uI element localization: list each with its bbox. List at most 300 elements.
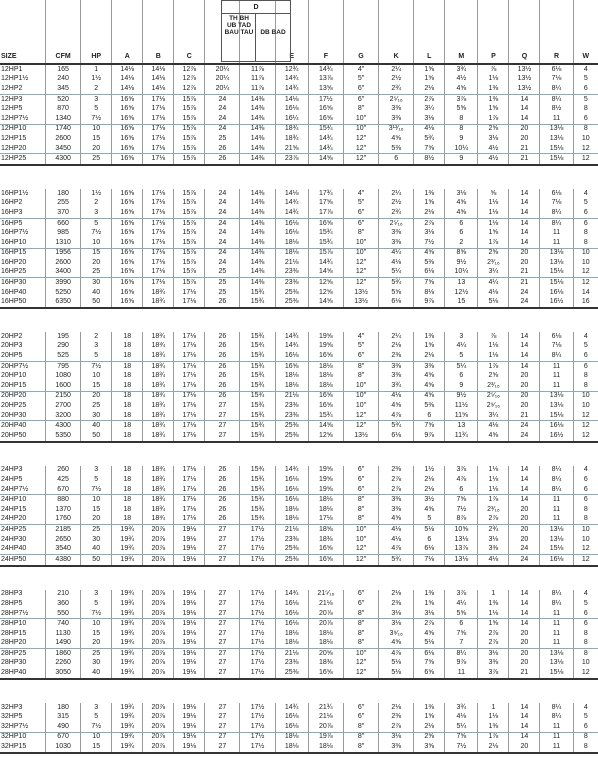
- table-cell: 16⅝: [112, 218, 143, 228]
- table-cell: 14⅜: [240, 144, 275, 154]
- table-cell: 17½: [240, 732, 275, 742]
- table-cell: 15¾: [240, 495, 275, 505]
- table-cell: 20: [509, 515, 540, 525]
- table-cell: 11⅞: [240, 84, 275, 94]
- table-cell: 8: [573, 238, 598, 248]
- table-cell: 16⅝: [308, 351, 343, 361]
- table-cell: 10: [573, 248, 598, 258]
- table-row: [0, 144, 598, 154]
- table-cell: 11: [540, 609, 573, 619]
- table-cell: 14: [509, 114, 540, 124]
- table-cell: 3⅛: [379, 609, 414, 619]
- table-cell: 6: [573, 619, 598, 629]
- table-cell: 12HP7½: [0, 114, 46, 124]
- table-cell: 1⅞: [478, 732, 509, 742]
- table-row: [0, 619, 598, 629]
- table-cell: 3¼: [478, 268, 509, 278]
- table-cell: 20⅞: [143, 590, 174, 600]
- table-cell: 16⅝: [112, 94, 143, 104]
- table-cell: 21⅛: [275, 649, 308, 659]
- table-cell: 25⅜: [275, 668, 308, 679]
- table-cell: 8¼: [540, 590, 573, 600]
- table-cell: 3⅜: [379, 228, 414, 238]
- table-cell: 12⅝: [308, 288, 343, 298]
- table-cell: 25⅜: [275, 297, 308, 308]
- table-cell: 12: [573, 544, 598, 554]
- table-cell: 15: [81, 629, 112, 639]
- table-cell: 5⅛: [414, 525, 445, 535]
- table-cell: 19⅛: [174, 599, 205, 609]
- column-header-cfm: CFM: [46, 0, 81, 64]
- table-cell: 13⅛: [540, 124, 573, 134]
- table-cell: 20⅞: [143, 649, 174, 659]
- table-cell: 2⁵⁄₁₆: [379, 94, 414, 104]
- table-cell: 8: [573, 381, 598, 391]
- table-cell: 8¼: [540, 466, 573, 476]
- table-cell: 4¼: [379, 248, 414, 258]
- table-cell: 16⅛: [540, 554, 573, 565]
- table-cell: 1½: [81, 75, 112, 85]
- table-cell: 12¾: [275, 64, 308, 75]
- table-cell: 24: [205, 104, 240, 114]
- table-row: [0, 104, 598, 114]
- table-cell: 195: [46, 332, 81, 342]
- table-cell: 1⅝: [478, 104, 509, 114]
- table-cell: 23⅜: [275, 268, 308, 278]
- table-cell: 5: [573, 75, 598, 85]
- column-header-q: Q: [509, 0, 540, 64]
- table-cell: 1⅜: [414, 189, 445, 199]
- table-cell: 17½: [240, 659, 275, 669]
- d-subheader-1: TH BH UB TAD BAU TAU: [224, 15, 254, 36]
- table-cell: 12⅞: [174, 75, 205, 85]
- table-cell: 17⅛: [143, 199, 174, 209]
- table-cell: 16⅛: [275, 228, 308, 238]
- table-cell: 5⅝: [379, 288, 414, 298]
- table-cell: 9⅞: [414, 431, 445, 442]
- table-cell: 4⅞: [445, 475, 478, 485]
- table-cell: 17⅛: [174, 288, 205, 298]
- table-cell: 4½: [478, 144, 509, 154]
- table-cell: 12⅝: [308, 278, 343, 288]
- table-cell: 2: [81, 332, 112, 342]
- table-cell: 4¼: [445, 599, 478, 609]
- table-cell: 17⅛: [308, 515, 343, 525]
- table-cell: 4⅛: [414, 124, 445, 134]
- table-cell: 6: [573, 722, 598, 732]
- table-cell: 20: [509, 258, 540, 268]
- table-cell: 19⅛: [174, 629, 205, 639]
- group-spacer: [0, 165, 598, 189]
- table-cell: 7½: [81, 722, 112, 732]
- table-cell: 18⅝: [308, 525, 343, 535]
- table-cell: 10: [81, 732, 112, 742]
- table-cell: 18⅜: [308, 535, 343, 545]
- table-cell: 16HP50: [0, 297, 46, 308]
- table-cell: 6: [573, 495, 598, 505]
- table-cell: 8½: [414, 154, 445, 165]
- table-cell: 24HP10: [1, 496, 27, 504]
- table-cell: 27: [205, 609, 240, 619]
- table-cell: 16HP25: [0, 268, 46, 278]
- table-cell: 17½: [240, 619, 275, 629]
- table-cell: 16⅝: [308, 401, 343, 411]
- table-cell: 5: [573, 94, 598, 104]
- table-cell: 4300: [46, 421, 81, 431]
- table-cell: 2⅜: [379, 466, 414, 476]
- table-cell: 28HP10: [1, 620, 27, 628]
- table-cell: 10″: [343, 535, 378, 545]
- table-cell: 1: [478, 590, 509, 600]
- table-cell: 32HP7½: [0, 722, 46, 732]
- group-spacer: [0, 679, 598, 703]
- table-cell: 3⅝: [414, 742, 445, 753]
- table-cell: 14⅜: [240, 104, 275, 114]
- table-cell: 15⅞: [174, 114, 205, 124]
- table-cell: 14: [509, 238, 540, 248]
- table-cell: 1⅛: [478, 208, 509, 218]
- table-cell: 18⅛: [308, 742, 343, 753]
- table-cell: 14⅝: [308, 268, 343, 278]
- table-cell: 3⅛: [414, 228, 445, 238]
- table-cell: 20: [509, 371, 540, 381]
- table-cell: 10″: [343, 238, 378, 248]
- table-cell: 16⅝: [112, 114, 143, 124]
- table-cell: 40: [81, 421, 112, 431]
- table-cell: 27: [205, 722, 240, 732]
- table-cell: 4⅝: [379, 515, 414, 525]
- table-row: [0, 208, 598, 218]
- table-cell: 18¾: [143, 381, 174, 391]
- table-cell: 24: [509, 554, 540, 565]
- table-cell: 16⅛: [275, 475, 308, 485]
- table-cell: 16HP10: [0, 238, 46, 248]
- table-cell: 18¾: [275, 134, 308, 144]
- table-cell: 18¾: [143, 297, 174, 308]
- table-cell: 14⅝: [308, 154, 343, 165]
- table-cell: 5″: [343, 199, 378, 209]
- table-cell: 14¾: [308, 258, 343, 268]
- table-cell: 4300: [46, 154, 81, 165]
- table-cell: 12: [573, 278, 598, 288]
- table-cell: 4⅞: [379, 411, 414, 421]
- table-cell: 23⅜: [275, 401, 308, 411]
- table-cell: 27: [205, 659, 240, 669]
- table-cell: 19⅝: [308, 332, 343, 342]
- table-row: [0, 411, 598, 421]
- table-cell: 21¾: [308, 703, 343, 713]
- table-cell: 24HP30: [1, 535, 27, 543]
- table-cell: 1760: [46, 515, 81, 525]
- table-cell: 6: [379, 154, 414, 165]
- column-header-f: F: [308, 0, 343, 64]
- table-cell: 1860: [46, 649, 81, 659]
- table-cell: 8: [573, 124, 598, 134]
- table-cell: 18¾: [143, 505, 174, 515]
- table-cell: 25: [81, 401, 112, 411]
- table-cell: 14⅛: [143, 64, 174, 75]
- table-cell: 6350: [46, 297, 81, 308]
- table-cell: 20: [81, 639, 112, 649]
- table-cell: 1600: [46, 381, 81, 391]
- table-cell: 14⅜: [240, 278, 275, 288]
- table-cell: 14⅜: [240, 94, 275, 104]
- table-cell: 16½: [540, 297, 573, 308]
- table-cell: 20: [509, 525, 540, 535]
- table-cell: 20HP3: [1, 342, 23, 350]
- table-cell: 7⅝: [445, 495, 478, 505]
- table-cell: 14⅛: [112, 75, 143, 85]
- table-cell: 20: [509, 381, 540, 391]
- table-cell: 8″: [343, 619, 378, 629]
- table-cell: 26: [205, 154, 240, 165]
- table-cell: 14¾: [275, 590, 308, 600]
- table-cell: 4⅛: [379, 391, 414, 401]
- table-cell: 12: [573, 411, 598, 421]
- table-cell: 4⅞: [379, 544, 414, 554]
- table-cell: 14⅜: [240, 248, 275, 258]
- table-cell: 8: [573, 371, 598, 381]
- table-cell: 16⅝: [112, 278, 143, 288]
- table-cell: 15¾: [240, 297, 275, 308]
- table-cell: 4⅝: [445, 199, 478, 209]
- table-cell: 18¾: [143, 342, 174, 352]
- table-cell: 15¾: [240, 332, 275, 342]
- table-cell: 2⅜: [379, 712, 414, 722]
- column-header-a: A: [112, 0, 143, 64]
- table-cell: 2⅞: [379, 722, 414, 732]
- table-cell: 2600: [46, 258, 81, 268]
- table-cell: 15: [81, 381, 112, 391]
- table-cell: 17½: [240, 668, 275, 679]
- table-cell: 28HP20: [0, 639, 46, 649]
- table-cell: 6: [445, 371, 478, 381]
- table-cell: 18¾: [143, 332, 174, 342]
- table-cell: 25⅜: [275, 544, 308, 554]
- table-cell: 21⅛: [275, 258, 308, 268]
- table-cell: 3⅛: [379, 619, 414, 629]
- table-cell: 16⅛: [275, 609, 308, 619]
- table-cell: 1½: [81, 189, 112, 199]
- table-cell: 17⅛: [143, 189, 174, 199]
- table-row: [0, 199, 598, 209]
- table-cell: 26: [205, 342, 240, 352]
- table-cell: 21: [509, 268, 540, 278]
- table-cell: 3¾: [379, 381, 414, 391]
- table-cell: 1⅜: [414, 332, 445, 342]
- table-cell: 24HP50: [0, 554, 46, 565]
- table-cell: 19⅞: [308, 732, 343, 742]
- table-cell: 2⅜: [379, 599, 414, 609]
- table-cell: 6″: [343, 84, 378, 94]
- table-cell: 8: [445, 114, 478, 124]
- table-cell: 27: [205, 590, 240, 600]
- table-cell: 1370: [46, 505, 81, 515]
- table-cell: 18: [112, 431, 143, 442]
- table-cell: 20⅞: [143, 659, 174, 669]
- table-cell: 5¾: [379, 278, 414, 288]
- table-cell: 13⅛: [540, 391, 573, 401]
- table-cell: 14⅜: [240, 268, 275, 278]
- table-cell: 19⅛: [174, 722, 205, 732]
- table-cell: 19⅛: [174, 619, 205, 629]
- table-cell: 7½: [81, 228, 112, 238]
- table-row: [0, 238, 598, 248]
- table-cell: 14: [573, 288, 598, 298]
- table-cell: 40: [81, 288, 112, 298]
- table-cell: 2¼: [379, 332, 414, 342]
- table-cell: 20⅞: [143, 599, 174, 609]
- table-cell: 8: [573, 629, 598, 639]
- table-cell: 25: [81, 268, 112, 278]
- table-cell: 17⅛: [143, 218, 174, 228]
- table-cell: 21⅝: [275, 144, 308, 154]
- table-cell: 27: [205, 401, 240, 411]
- table-cell: 19¾: [112, 639, 143, 649]
- table-cell: 17⅛: [143, 208, 174, 218]
- table-cell: 17½: [240, 525, 275, 535]
- table-cell: 15: [81, 505, 112, 515]
- table-cell: 8″: [343, 742, 378, 753]
- table-cell: 1⅛: [478, 609, 509, 619]
- table-cell: 18¾: [143, 466, 174, 476]
- table-cell: 16⅝: [112, 258, 143, 268]
- table-cell: 10: [81, 124, 112, 134]
- table-cell: 27: [205, 411, 240, 421]
- table-cell: 12HP1½: [1, 75, 29, 83]
- table-cell: 6: [573, 351, 598, 361]
- table-cell: 20¼: [205, 84, 240, 94]
- table-cell: 14: [509, 228, 540, 238]
- table-cell: 18: [112, 401, 143, 411]
- table-cell: 13⅛: [540, 401, 573, 411]
- table-cell: 14: [509, 609, 540, 619]
- table-cell: 12″: [343, 144, 378, 154]
- table-cell: 6: [414, 411, 445, 421]
- table-cell: 8″: [343, 609, 378, 619]
- table-cell: 7½: [81, 485, 112, 495]
- table-cell: 25: [81, 649, 112, 659]
- table-cell: 18⅛: [275, 639, 308, 649]
- table-cell: 14: [509, 218, 540, 228]
- table-cell: 7½: [81, 361, 112, 371]
- table-cell: 20¼: [205, 64, 240, 75]
- table-cell: 6⅛: [540, 189, 573, 199]
- table-cell: 1130: [46, 629, 81, 639]
- table-cell: 20HP50: [0, 431, 46, 442]
- table-cell: 4″: [343, 189, 378, 199]
- table-cell: 21: [509, 154, 540, 165]
- table-cell: 18: [112, 515, 143, 525]
- table-cell: 11: [540, 114, 573, 124]
- table-cell: 40: [81, 668, 112, 679]
- header-row: [0, 0, 598, 64]
- table-cell: 19¾: [112, 722, 143, 732]
- table-cell: 9: [445, 381, 478, 391]
- table-cell: 20: [509, 248, 540, 258]
- table-cell: 18: [112, 475, 143, 485]
- table-cell: 6: [573, 84, 598, 94]
- table-cell: 14⅜: [240, 218, 275, 228]
- table-cell: 17½: [240, 639, 275, 649]
- table-cell: 2⅛: [379, 703, 414, 713]
- table-cell: 14: [509, 332, 540, 342]
- table-cell: 1: [81, 64, 112, 75]
- table-cell: 18¾: [143, 401, 174, 411]
- table-cell: 3⅜: [379, 495, 414, 505]
- table-cell: 14: [509, 599, 540, 609]
- table-cell: 14⅜: [240, 124, 275, 134]
- table-cell: 425: [46, 475, 81, 485]
- table-cell: 18¾: [143, 288, 174, 298]
- table-cell: 10: [573, 659, 598, 669]
- table-cell: 16⅝: [308, 218, 343, 228]
- table-cell: 18⅜: [308, 659, 343, 669]
- table-cell: 17½: [240, 590, 275, 600]
- table-cell: 25⅜: [275, 288, 308, 298]
- table-cell: 11: [540, 361, 573, 371]
- table-cell: 2260: [46, 659, 81, 669]
- table-cell: 10″: [343, 381, 378, 391]
- table-cell: 8″: [343, 515, 378, 525]
- table-cell: 8¼: [540, 475, 573, 485]
- table-cell: 3½: [414, 495, 445, 505]
- table-cell: 15⅛: [540, 278, 573, 288]
- table-cell: 5: [81, 475, 112, 485]
- table-cell: 18⅛: [275, 381, 308, 391]
- table-cell: 4⅞: [379, 649, 414, 659]
- table-cell: 550: [46, 609, 81, 619]
- table-cell: 19¾: [112, 525, 143, 535]
- table-cell: 16⅝: [112, 288, 143, 298]
- table-cell: 7⅛: [414, 554, 445, 565]
- table-cell: 18⅛: [275, 371, 308, 381]
- table-cell: 1⅜: [414, 590, 445, 600]
- table-cell: 4⅛: [379, 535, 414, 545]
- table-cell: 19¾: [112, 732, 143, 742]
- table-cell: 20: [509, 649, 540, 659]
- table-cell: 11: [540, 238, 573, 248]
- table-cell: 19¾: [112, 544, 143, 554]
- table-row: [0, 94, 598, 104]
- table-cell: 13⅛: [445, 554, 478, 565]
- table-cell: 1⅛: [478, 199, 509, 209]
- table-cell: 25: [205, 278, 240, 288]
- table-cell: 30: [81, 535, 112, 545]
- table-cell: 9⅞: [445, 659, 478, 669]
- table-cell: 6: [445, 228, 478, 238]
- table-cell: 3⅜: [379, 742, 414, 753]
- table-cell: 10: [573, 391, 598, 401]
- table-cell: 24HP40: [0, 544, 46, 554]
- table-cell: 17¾: [308, 189, 343, 199]
- table-row: [0, 154, 598, 165]
- table-cell: 20¼: [205, 75, 240, 85]
- table-cell: 5¼: [445, 361, 478, 371]
- table-cell: 18¾: [143, 495, 174, 505]
- table-cell: 15¾: [240, 371, 275, 381]
- table-cell: 2¾: [379, 84, 414, 94]
- table-row: [0, 599, 598, 609]
- table-cell: 16⅝: [112, 248, 143, 258]
- table-cell: 10⅝: [445, 525, 478, 535]
- column-header-p: P: [478, 0, 509, 64]
- table-cell: 6: [445, 218, 478, 228]
- table-cell: 24: [205, 124, 240, 134]
- table-cell: 19⅝: [308, 466, 343, 476]
- table-cell: 5: [81, 599, 112, 609]
- table-cell: 5¼: [445, 722, 478, 732]
